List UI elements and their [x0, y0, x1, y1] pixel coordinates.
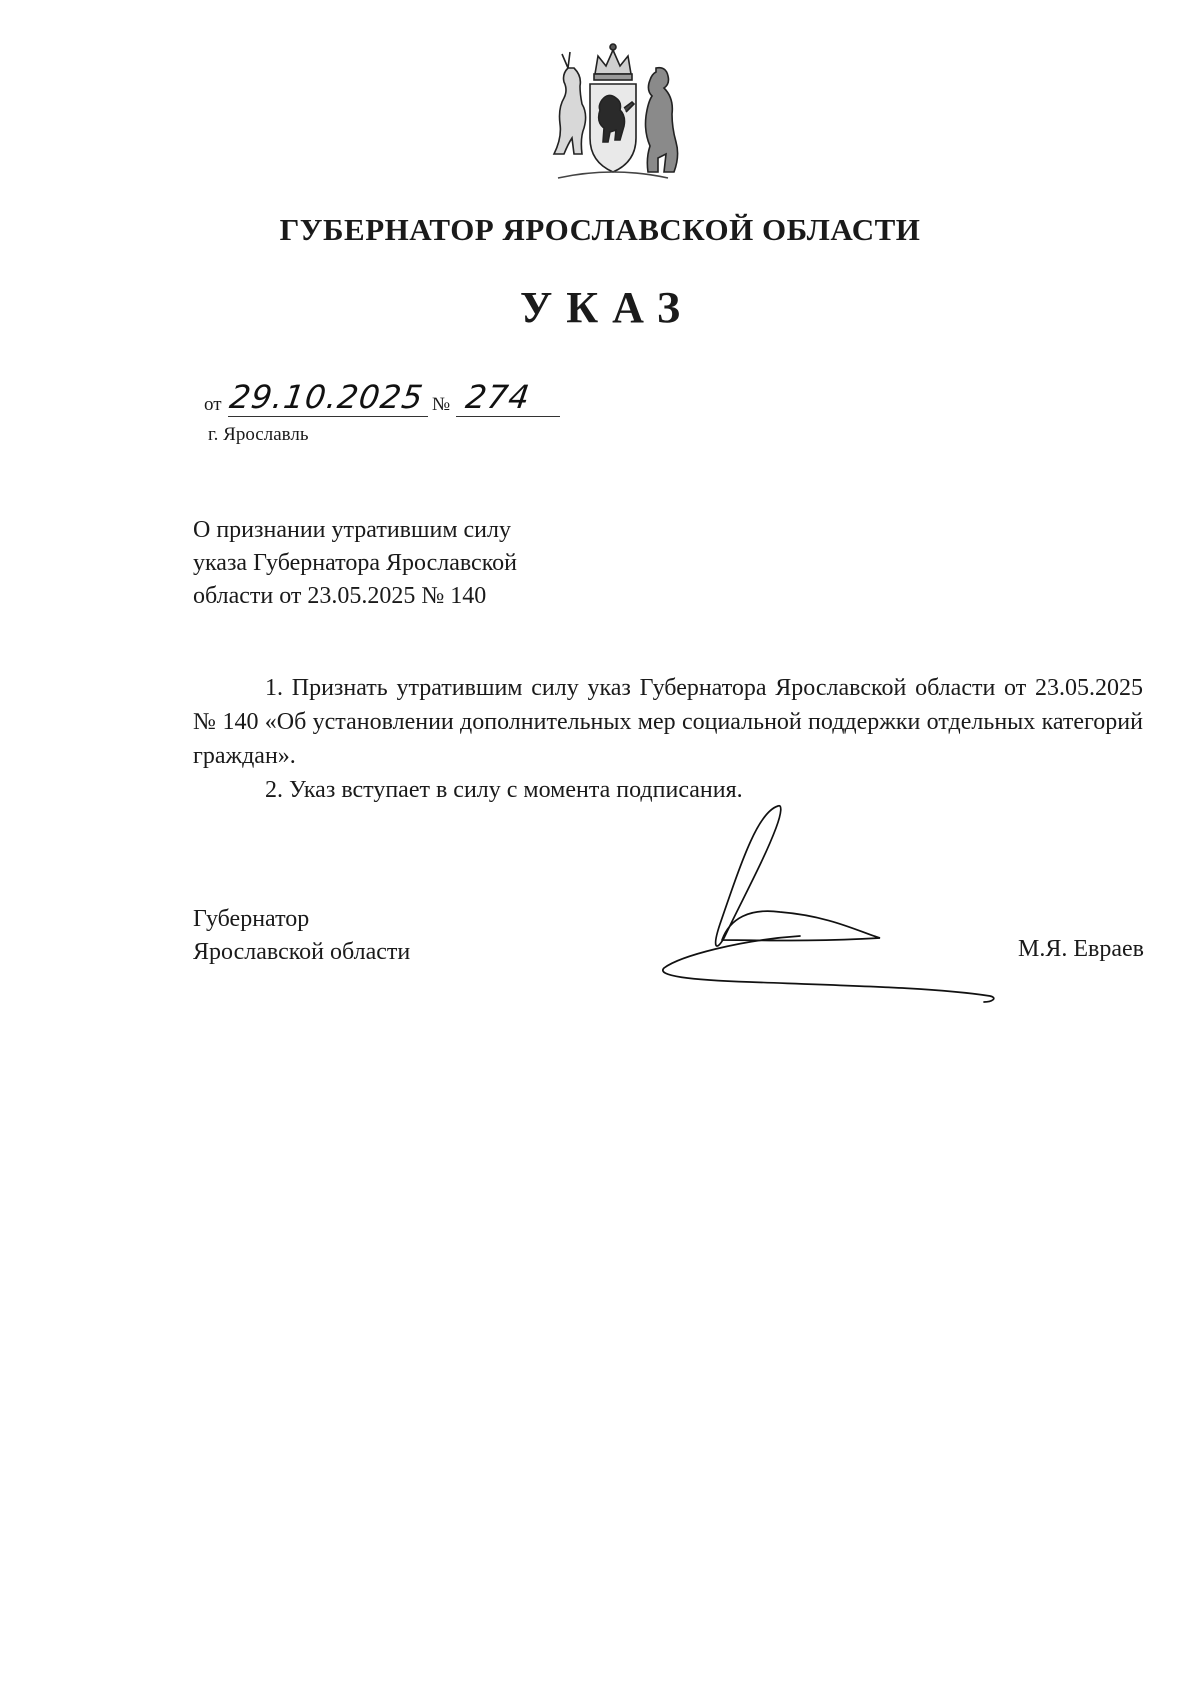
date-prefix: от	[204, 394, 222, 415]
document-type: УКАЗ	[519, 283, 695, 332]
date-number-row	[204, 378, 574, 420]
handwritten-date: 29.10.2025	[227, 378, 426, 416]
handwritten-number: 274	[463, 378, 533, 416]
number-underline	[456, 416, 560, 417]
coat-of-arms-icon	[538, 38, 688, 190]
signatory-name: М.Я. Евраев	[1018, 936, 1144, 962]
signatory-title-line: Губернатор	[193, 906, 310, 932]
signatory-title	[193, 903, 410, 969]
number-prefix: №	[432, 394, 451, 415]
signatory-title-line: Ярославской области	[193, 939, 411, 965]
body-paragraph-1: 1. Признать утратившим силу указ Губернатора Ярославской области от 23.05.2025 № 140 «Об установлении дополнительных мер социальной поддержки отдельных категорий граждан».	[193, 675, 1143, 769]
subject-line: области от 23.05.2025 № 140	[193, 583, 487, 609]
issue-city: г. Ярославль	[208, 424, 309, 445]
document-subject	[193, 514, 653, 613]
issuing-authority: ГУБЕРНАТОР ЯРОСЛАВСКОЙ ОБЛАСТИ	[279, 212, 921, 247]
handwritten-signature	[660, 800, 1020, 1010]
body-paragraph-2: 2. Указ вступает в силу с момента подписания.	[265, 777, 743, 803]
subject-line: указа Губернатора Ярославской	[193, 550, 517, 576]
subject-line: О признании утратившим силу	[193, 517, 511, 543]
date-underline	[228, 416, 428, 417]
document-body	[193, 671, 1143, 807]
